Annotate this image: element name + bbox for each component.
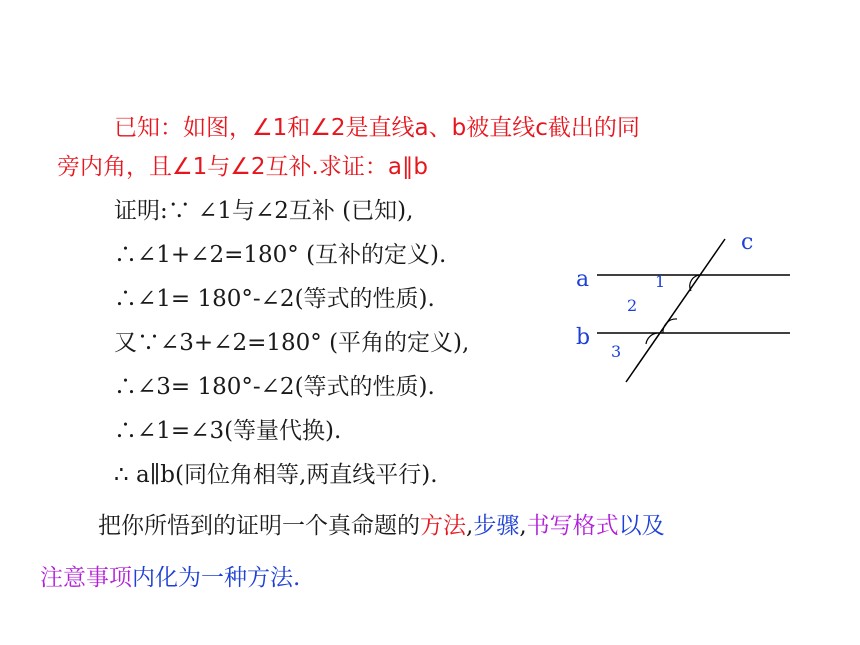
label-a: a — [576, 267, 590, 292]
label-3: 3 — [611, 342, 622, 361]
summary-comma: , — [519, 513, 527, 539]
label-c: c — [741, 230, 754, 255]
label-b: b — [576, 325, 591, 350]
proof-step-4: 又∵∠3+∠2=180° (平角的定义), — [114, 330, 470, 356]
label-2: 2 — [627, 296, 638, 315]
summary-and: 以及 — [618, 513, 665, 539]
summary-line-2 — [40, 563, 300, 593]
proof-step-7: ∴ a∥b(同位角相等,两直线平行). — [114, 462, 438, 488]
summary-text: 把你所悟到的证明一个真命题的 — [98, 513, 420, 539]
given-line-2: 旁内角，且∠1与∠2互补.求证：a∥b — [57, 154, 429, 180]
proof-step-1: 证明:∵ ∠1与∠2互补 (已知), — [114, 198, 414, 224]
summary-steps: 步骤 — [473, 513, 520, 539]
given-line-1: 已知：如图，∠1和∠2是直线a、b被直线c截出的同 — [114, 115, 640, 141]
summary-method: 方法 — [420, 513, 466, 539]
parallel-lines-diagram — [560, 225, 810, 395]
proof-step-5: ∴∠3= 180°-∠2(等式的性质). — [114, 374, 435, 400]
summary-line-1 — [98, 511, 665, 541]
proof-step-2: ∴∠1+∠2=180° (互补的定义). — [114, 242, 447, 268]
label-1: 1 — [655, 272, 666, 291]
summary-notes: 注意事项 — [40, 565, 132, 591]
proof-step-3: ∴∠1= 180°-∠2(等式的性质). — [114, 286, 435, 312]
proof-step-6: ∴∠1=∠3(等量代换). — [114, 418, 342, 444]
summary-format: 书写格式 — [526, 513, 619, 539]
summary-internalize: 内化为一种方法. — [132, 565, 301, 591]
summary-comma: , — [466, 513, 474, 539]
line-c — [626, 239, 725, 382]
